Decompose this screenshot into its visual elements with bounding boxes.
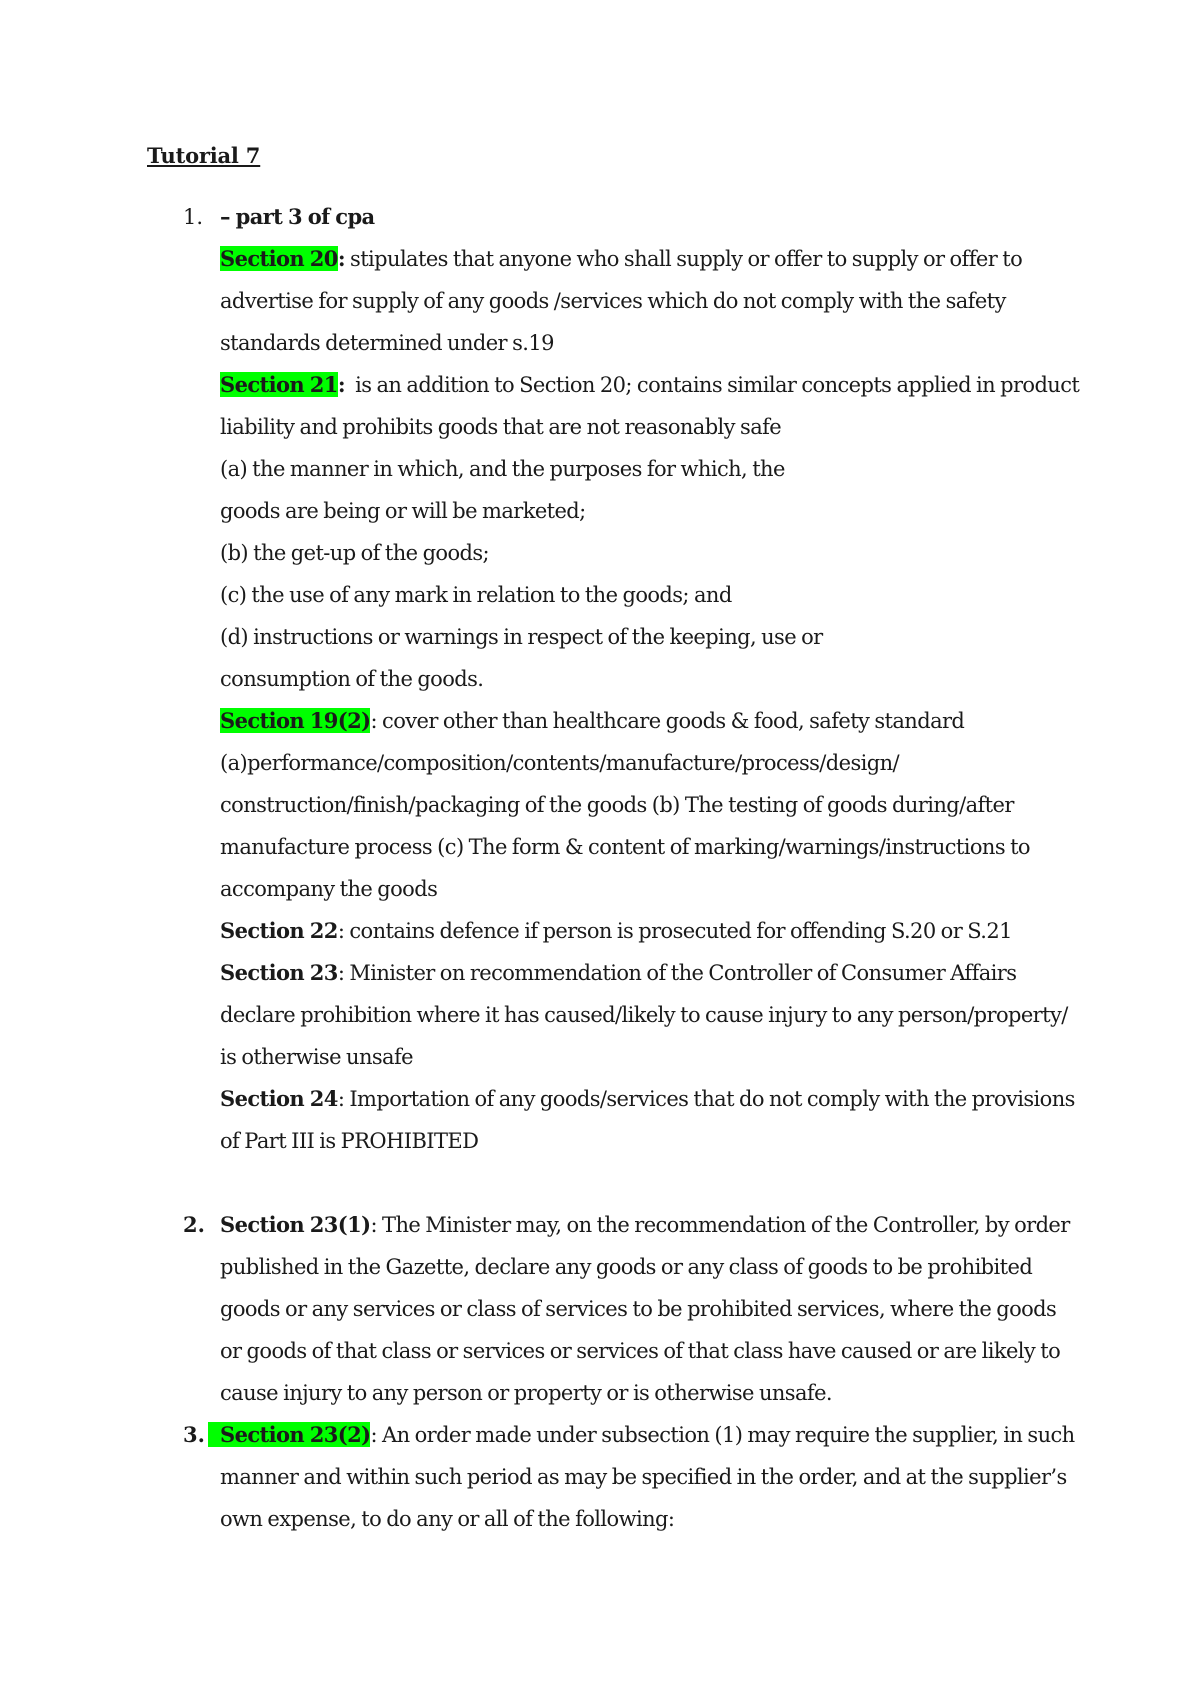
section19-line5: accompany the goods — [220, 877, 438, 901]
section21-d-line2: consumption of the goods. — [220, 667, 484, 691]
section21-line1 — [220, 370, 1079, 400]
section21-label: Section 21 — [220, 372, 338, 397]
section20-line3: standards determined under s.19 — [220, 331, 554, 355]
item2-line5: cause injury to any person or property or is otherwise unsafe. — [220, 1381, 832, 1405]
list-number-3: 3. — [183, 1422, 205, 1447]
page-title: Tutorial 7 — [147, 143, 261, 168]
section21-c: (c) the use of any mark in relation to the goods; and — [220, 583, 732, 607]
section24-line1 — [220, 1084, 1075, 1114]
section21-text1: is an addition to Section 20; contains similar concepts applied in product — [344, 373, 1080, 397]
section19-line4: manufacture process (c) The form & content of marking/warnings/instructions to — [220, 835, 1030, 859]
section22-label: Section 22 — [220, 918, 338, 943]
item1-heading-text: – part 3 of cpa — [220, 204, 375, 229]
section23-text1: : Minister on recommendation of the Controller of Consumer Affairs — [337, 961, 1017, 985]
section21-colon: : — [337, 372, 345, 397]
item3-line2: manner and within such period as may be specified in the order, and at the supplier’s — [220, 1465, 1067, 1489]
section21-d-line1: (d) instructions or warnings in respect of the keeping, use or — [220, 625, 823, 649]
item3-text1: : An order made under subsection (1) may require the supplier, in such — [370, 1423, 1075, 1447]
list-number-1: 1. — [183, 205, 204, 229]
section20-colon: : — [337, 246, 345, 271]
section23-line3: is otherwise unsafe — [220, 1045, 413, 1069]
section23-line2: declare prohibition where it has caused/likely to cause injury to any person/property/ — [220, 1003, 1068, 1027]
item2-line2: published in the Gazette, declare any goods or any class of goods to be prohibited — [220, 1255, 1033, 1279]
item3-line1 — [220, 1420, 1075, 1450]
section20-label: Section 20 — [220, 246, 338, 271]
section19-text1: : cover other than healthcare goods & food, safety standard — [370, 709, 965, 733]
section23-label: Section 23 — [220, 960, 338, 985]
section22-text1: : contains defence if person is prosecuted for offending S.20 or S.21 — [337, 919, 1012, 943]
section23-line1 — [220, 958, 1016, 988]
section20-text1: stipulates that anyone who shall supply or offer to supply or offer to — [344, 247, 1023, 271]
item3-line3: own expense, to do any or all of the following: — [220, 1507, 675, 1531]
section21-a-line1: (a) the manner in which, and the purposes for which, the — [220, 457, 785, 481]
section20-line2: advertise for supply of any goods /services which do not comply with the safety — [220, 289, 1006, 313]
list-number-2: 2. — [183, 1212, 205, 1237]
item2-label: Section 23(1) — [220, 1212, 371, 1237]
item2-line1 — [220, 1210, 1070, 1240]
section24-label: Section 24 — [220, 1086, 338, 1111]
section24-line2: of Part III is PROHIBITED — [220, 1129, 479, 1153]
item1-heading — [220, 202, 375, 232]
section19-line3: construction/finish/packaging of the goods (b) The testing of goods during/after — [220, 793, 1014, 817]
item2-text1: : The Minister may, on the recommendation of the Controller, by order — [370, 1213, 1070, 1237]
section20-line1 — [220, 244, 1022, 274]
section19-line1 — [220, 706, 964, 736]
section22-line1 — [220, 916, 1012, 946]
section19-line2: (a)performance/composition/contents/manufacture/process/design/ — [220, 751, 899, 775]
item2-line4: or goods of that class or services or services of that class have caused or are likely to — [220, 1339, 1061, 1363]
section24-text1: : Importation of any goods/services that do not comply with the provisions — [337, 1087, 1075, 1111]
section19-label: Section 19(2) — [220, 708, 371, 733]
section21-line2: liability and prohibits goods that are not reasonably safe — [220, 415, 782, 439]
section21-b: (b) the get-up of the goods; — [220, 541, 490, 565]
item3-label: Section 23(2) — [208, 1422, 370, 1447]
section21-a-line2: goods are being or will be marketed; — [220, 499, 586, 523]
item2-line3: goods or any services or class of services to be prohibited services, where the goods — [220, 1297, 1057, 1321]
